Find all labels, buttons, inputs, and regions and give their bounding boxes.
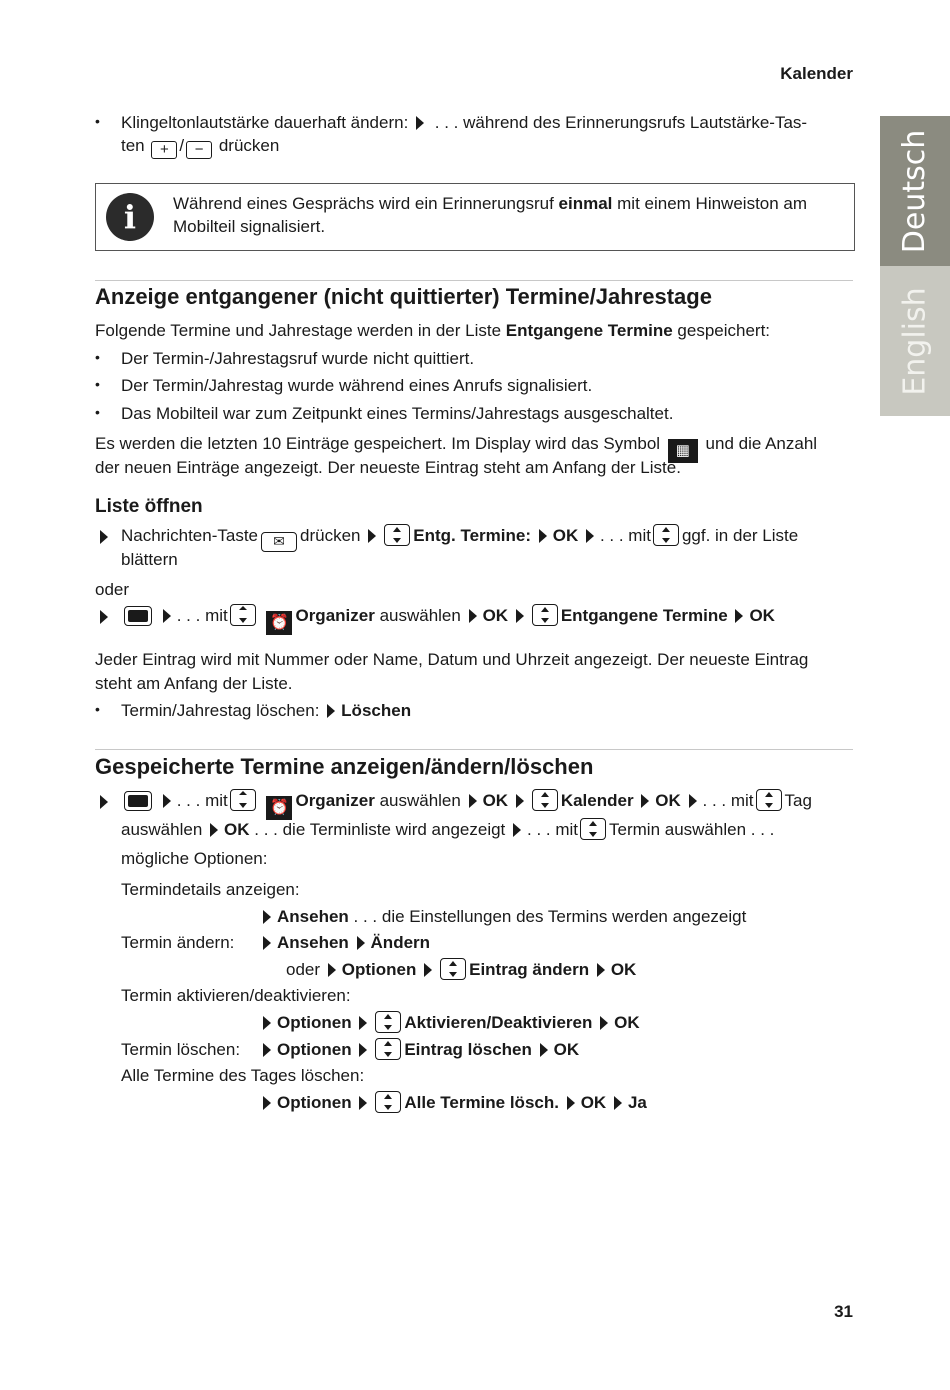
running-header: Kalender [780, 64, 853, 83]
volume-minus-key-icon: − [186, 141, 212, 159]
tab-english-label: English [897, 286, 933, 396]
step-arrow-icon [163, 609, 171, 623]
option-label: Termin ändern: [121, 933, 235, 952]
nav-key-4way-icon [230, 789, 256, 811]
list-item: Das Mobilteil war zum Zeitpunkt eines Termins/Jahrestags ausgeschaltet. [121, 404, 674, 423]
option-label: Termin löschen: [121, 1040, 241, 1059]
step-arrow-icon [516, 609, 524, 623]
intro-bullet-line2: ten + / − drücken [121, 136, 280, 158]
option-details: Ansehen . . . die Einstellungen des Termins werden angezeigt [260, 905, 950, 928]
info-text: Während eines Gesprächs wird ein Erinnerungsruf einmal mit einem Hinweiston am Mobilteil signalisiert. [173, 194, 808, 236]
step-arrow-icon [368, 529, 376, 543]
step-arrow-icon [469, 609, 477, 623]
intro-bullet-line1: Klingeltonlautstärke dauerhaft ändern: . . . während des Erinnerungsrufs Lautstärke-Tas- [121, 113, 808, 132]
step-arrow-icon [100, 610, 108, 624]
section2-line2: auswählen OK . . . die Terminliste wird angezeigt . . . mit Termin auswählen . . . [121, 820, 775, 839]
page-number: 31 [834, 1302, 853, 1321]
step-arrow-icon [424, 963, 432, 977]
nav-key-icon [532, 604, 558, 626]
step-arrow-icon [327, 704, 335, 718]
option-edit: Ansehen Ändern [260, 931, 950, 954]
step-arrow-icon [597, 963, 605, 977]
option-edit-alt: oder Optionen Eintrag ändern OK [286, 960, 637, 979]
option-activate: Optionen Aktivieren/Deaktivieren OK [260, 1011, 950, 1034]
step-arrow-icon [357, 936, 365, 950]
step-arrow-icon [513, 823, 521, 837]
nav-key-icon [375, 1038, 401, 1060]
section2-line1: . . . mit ⏰ Organizer auswählen OK Kalender OK . . . mit Tag [121, 789, 881, 820]
step-arrow-icon [600, 1016, 608, 1030]
nav-key-icon [532, 789, 558, 811]
or-label: oder [95, 580, 130, 599]
nav-key-4way-icon [230, 604, 256, 626]
step-arrow-icon [359, 1043, 367, 1057]
organizer-icon: ⏰ [266, 611, 292, 635]
step-arrow-icon [416, 116, 424, 130]
open-list-step1-line2: blättern [121, 550, 178, 569]
tab-english[interactable] [880, 266, 950, 416]
list-item: Der Termin/Jahrestag wurde während eines Anrufs signalisiert. [121, 376, 593, 395]
missed-appointment-icon: ▦ [668, 439, 698, 463]
step-arrow-icon [263, 936, 271, 950]
step-arrow-icon [359, 1096, 367, 1110]
option-delete: Optionen Eintrag löschen OK [260, 1038, 950, 1061]
step-arrow-icon [100, 795, 108, 809]
open-list-para-line2: steht am Anfang der Liste. [95, 674, 293, 693]
step-arrow-icon [540, 1043, 548, 1057]
bullet-icon: • [95, 701, 100, 717]
nav-key-icon [375, 1011, 401, 1033]
step-arrow-icon [614, 1096, 622, 1110]
open-list-para-line1: Jeder Eintrag wird mit Nummer oder Name, Datum und Uhrzeit angezeigt. Der neueste Eintrag [95, 650, 809, 669]
step-arrow-icon [210, 823, 218, 837]
nav-key-icon [653, 524, 679, 546]
info-icon: i [106, 193, 154, 241]
open-list-step2: . . . mit ⏰ Organizer auswählen OK Entgangene Termine OK [121, 604, 881, 635]
step-arrow-icon [586, 529, 594, 543]
section1-para-line2: der neuen Einträge angezeigt. Der neueste Eintrag steht am Anfang der Liste. [95, 458, 681, 477]
step-arrow-icon [359, 1016, 367, 1030]
divider [95, 749, 853, 750]
step-arrow-icon [567, 1096, 575, 1110]
message-key-icon: ✉ [261, 532, 297, 552]
section1-heading: Anzeige entgangener (nicht quittierter) Termine/Jahrestage [95, 284, 712, 309]
step-arrow-icon [516, 794, 524, 808]
open-list-heading: Liste öffnen [95, 496, 203, 517]
delete-entry-bullet: Termin/Jahrestag löschen: Löschen [121, 701, 412, 720]
bullet-icon: • [95, 113, 100, 129]
step-arrow-icon [263, 1043, 271, 1057]
section2-line3: mögliche Optionen: [121, 849, 268, 868]
step-arrow-icon [689, 794, 697, 808]
step-arrow-icon [263, 1016, 271, 1030]
volume-plus-key-icon: + [151, 141, 177, 159]
nav-key-icon [756, 789, 782, 811]
step-arrow-icon [163, 794, 171, 808]
nav-key-icon [384, 524, 410, 546]
step-arrow-icon [641, 794, 649, 808]
bullet-icon: • [95, 404, 100, 420]
step-arrow-icon [735, 609, 743, 623]
option-delete-all: Optionen Alle Termine lösch. OK Ja [260, 1091, 950, 1114]
section1-para-line1: Es werden die letzten 10 Einträge gespeichert. Im Display wird das Symbol ▦ und die Anzahl [95, 432, 855, 463]
list-item: Der Termin-/Jahrestagsruf wurde nicht quittiert. [121, 349, 475, 368]
step-arrow-icon [263, 1096, 271, 1110]
nav-key-icon [375, 1091, 401, 1113]
step-arrow-icon [100, 530, 108, 544]
step-arrow-icon [539, 529, 547, 543]
menu-key-icon [124, 791, 152, 811]
open-list-step1: Nachrichten-Taste ✉ drücken Entg. Termine: OK . . . mit ggf. in der Liste [121, 524, 881, 552]
info-box [95, 183, 855, 251]
option-label: Termin aktivieren/deaktivieren: [121, 986, 351, 1005]
menu-key-icon [124, 606, 152, 626]
nav-key-icon [440, 958, 466, 980]
nav-key-icon [580, 818, 606, 840]
bullet-icon: • [95, 349, 100, 365]
step-arrow-icon [469, 794, 477, 808]
step-arrow-icon [263, 910, 271, 924]
option-label: Alle Termine des Tages löschen: [121, 1066, 365, 1085]
organizer-icon: ⏰ [266, 796, 292, 820]
step-arrow-icon [328, 963, 336, 977]
tab-deutsch[interactable] [880, 116, 950, 266]
option-label: Termindetails anzeigen: [121, 880, 300, 899]
section2-heading: Gespeicherte Termine anzeigen/ändern/löschen [95, 754, 594, 779]
tab-deutsch-label: Deutsch [897, 129, 933, 253]
bullet-icon: • [95, 376, 100, 392]
divider [95, 280, 853, 281]
section1-intro: Folgende Termine und Jahrestage werden in der Liste Entgangene Termine gespeichert: [95, 321, 771, 340]
